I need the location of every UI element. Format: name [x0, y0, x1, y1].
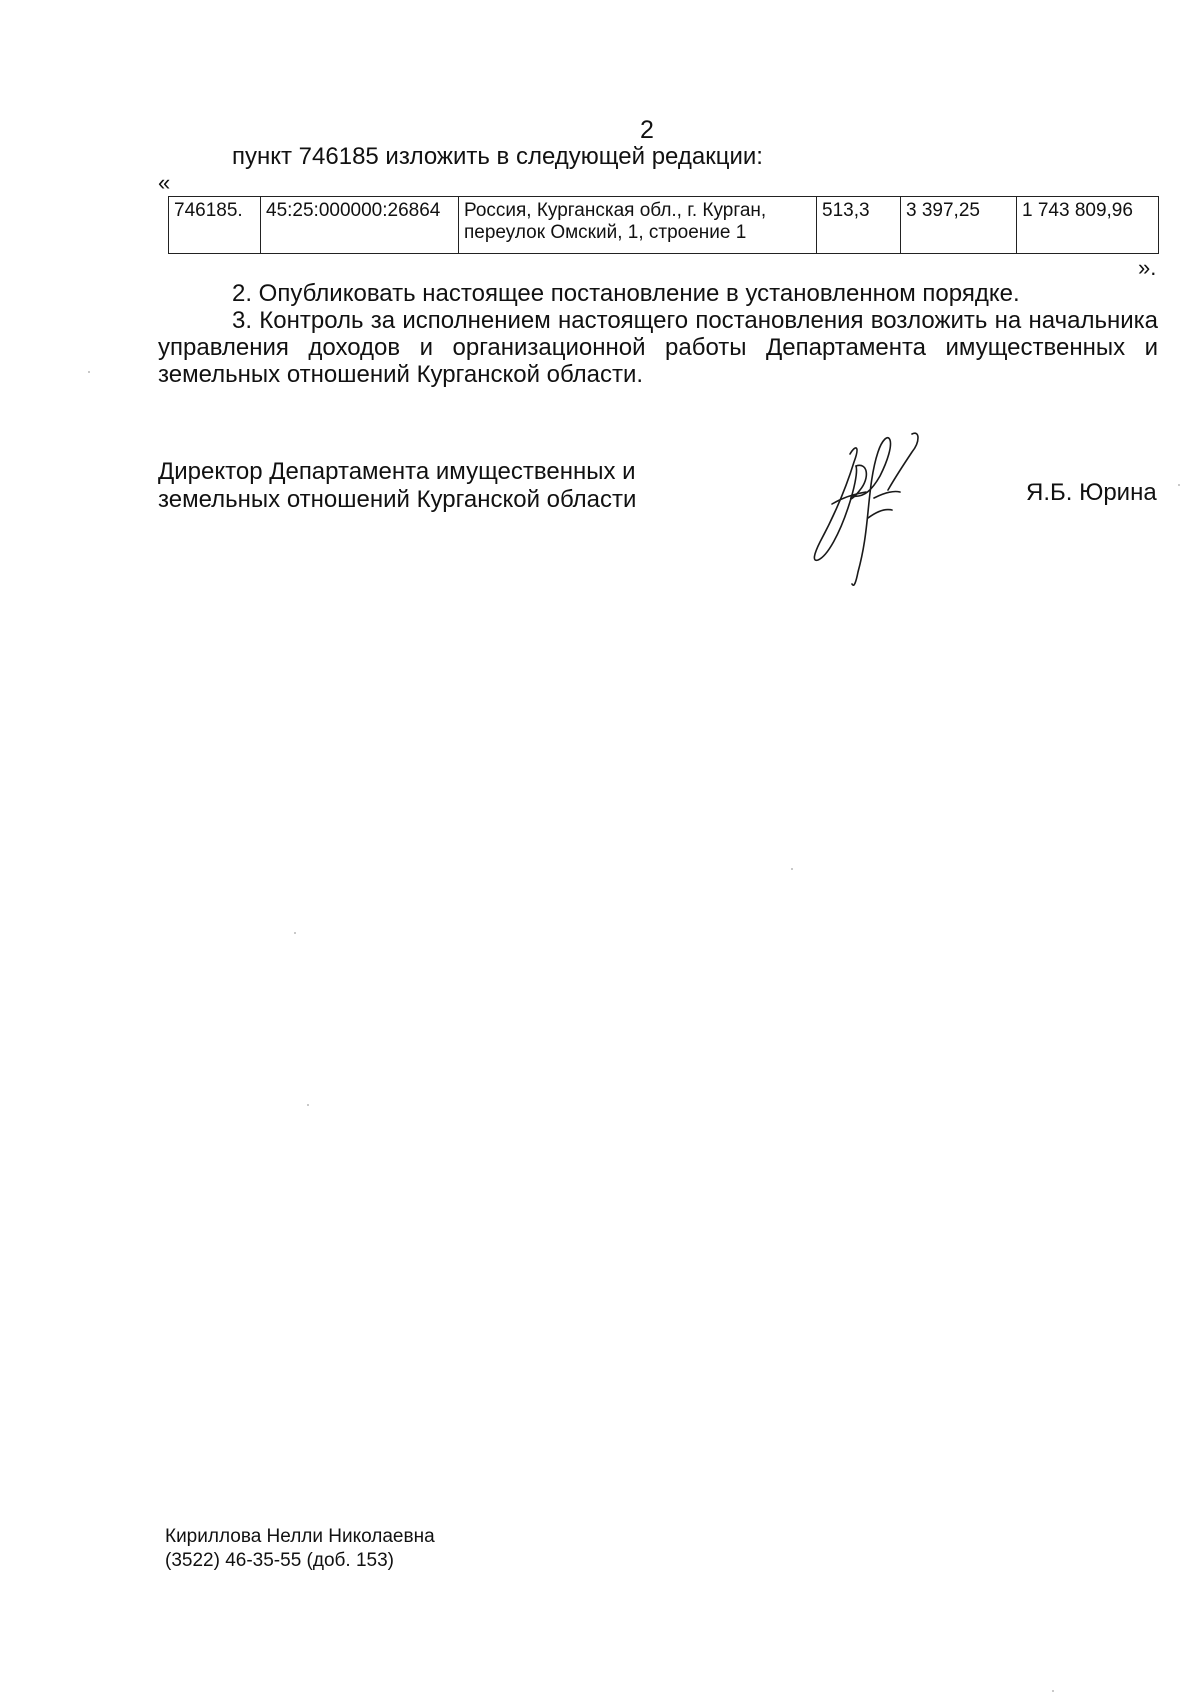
closing-quote-mark: ». — [1138, 255, 1157, 280]
amendment-intro: пункт 746185 изложить в следующей редакции: — [232, 143, 763, 170]
paragraph-2 — [158, 280, 1158, 307]
item-number-cell: 746185. — [169, 197, 261, 254]
signatory-position-line2: земельных отношений Курганской области — [158, 486, 637, 513]
scan-speck — [88, 371, 90, 373]
cadastral-number-cell: 45:25:000000:26864 — [261, 197, 459, 254]
scan-speck — [307, 1104, 309, 1106]
table-row — [169, 197, 1159, 254]
value-cell: 1 743 809,96 — [1017, 197, 1159, 254]
executor-contact — [165, 1525, 435, 1573]
rate-cell: 3 397,25 — [901, 197, 1017, 254]
area-cell: 513,3 — [817, 197, 901, 254]
scan-speck — [1052, 1690, 1054, 1692]
scan-speck — [791, 868, 793, 870]
address-cell: Россия, Курганская обл., г. Курган, переулок Омский, 1, строение 1 — [459, 197, 817, 254]
signatory-position — [158, 458, 636, 514]
paragraph-3 — [158, 307, 1158, 388]
scan-speck — [1178, 484, 1180, 486]
paragraph-2-text: 2. Опубликовать настоящее постановление в установленном порядке. — [232, 280, 1020, 307]
paragraph-3-text: 3. Контроль за исполнением настоящего постановления возложить на начальника управления доходов и организационной работы Департамента имущественных и земельных отношений Курганской области. — [158, 307, 1158, 388]
page-number: 2 — [640, 116, 654, 144]
amendment-table — [168, 196, 1159, 254]
signatory-name: Я.Б. Юрина — [1026, 479, 1157, 506]
opening-quote-mark: « — [158, 170, 171, 195]
scan-speck — [294, 932, 296, 934]
signatory-position-line1: Директор Департамента имущественных и — [158, 458, 636, 485]
executor-phone: (3522) 46-35-55 (доб. 153) — [165, 1550, 394, 1571]
executor-name: Кириллова Нелли Николаевна — [165, 1526, 435, 1547]
handwritten-signature — [808, 432, 948, 592]
